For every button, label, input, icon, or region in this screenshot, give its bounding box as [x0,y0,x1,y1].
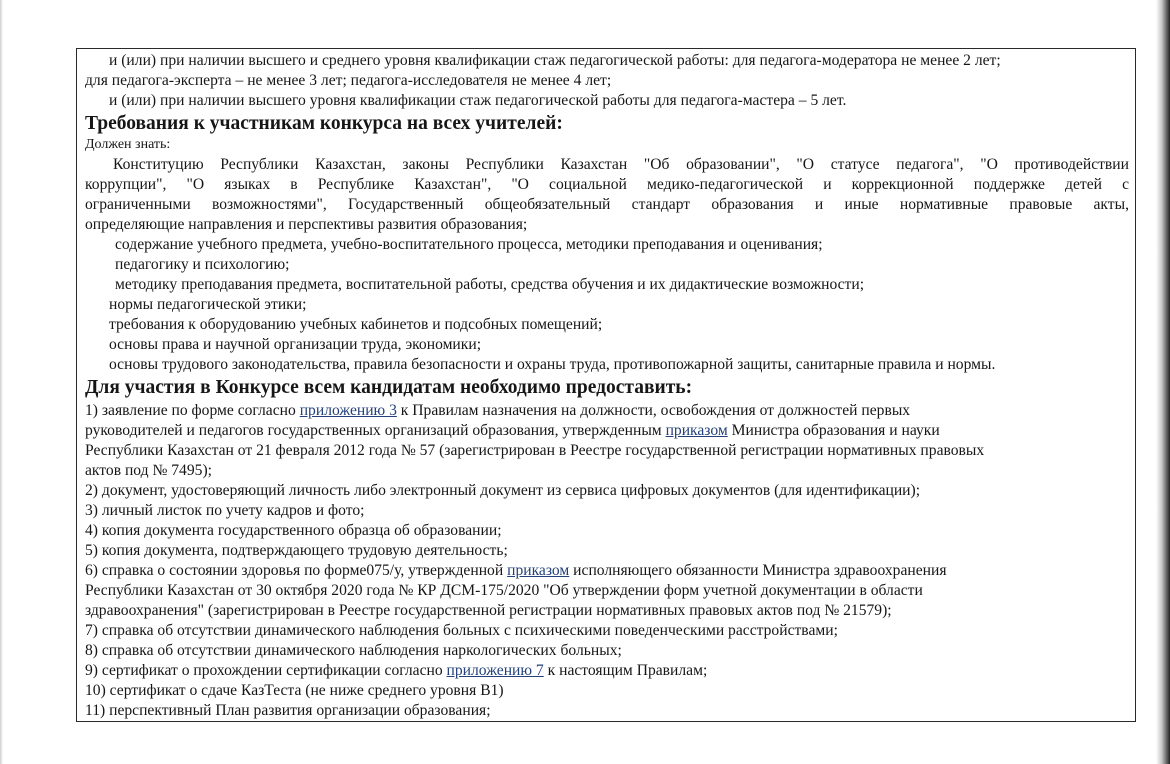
document-item-5: 5) копия документа, подтверждающего трудовую деятельность; [85,542,508,559]
document-item-1 [85,401,910,421]
document-item-6 [85,561,947,581]
knowledge-item: основы трудового законодательства, правила безопасности и охраны труда, противопожарной защиты, санитарные правила и нормы. [109,356,996,373]
document-item-3: 3) личный листок по учету кадров и фото; [85,502,365,519]
qualification-line-3: и (или) при наличии высшего уровня квалификации стаж педагогической работы для педагога-мастера – 5 лет. [109,92,847,109]
document-item-1-text-a: 1) заявление по форме согласно [85,402,300,419]
must-know-label: Должен знать: [85,137,171,152]
document-item-11: 11) перспективный План развития организации образования; [85,702,491,719]
document-item-1-cont [85,421,940,441]
qualification-line-1: и (или) при наличии высшего и среднего уровня квалификации стаж педагогической работы: для педагога-модератора не менее 2 лет; [109,52,1001,69]
document-item-9-text-b: к настоящим Правилам; [543,662,708,679]
document-item-9-text-a: 9) сертификат о прохождении сертификации согласно [85,662,447,679]
qualification-line-2: для педагога-эксперта – не менее 3 лет; педагога-исследователя не менее 4 лет; [85,72,612,89]
health-order-link[interactable]: приказом [507,562,570,579]
constitution-line-4: определяющие направления и перспективы развития образования; [85,216,528,233]
document-item-6-text-d: здравоохранения" (зарегистрирован в Реестре государственной регистрации нормативных правовых актов под № 21579); [85,602,892,619]
document-item-1-text-c: руководителей и педагогов государственных организаций образования, утвержденным [85,422,666,439]
documents-heading: Для участия в Конкурсе всем кандидатам необходимо предоставить: [85,377,693,398]
page-edge-left [0,0,3,764]
constitution-line-3: ограниченными возможностями", Государственный общеобязательный стандарт образования и иные нормативные правовые акты, [85,196,1129,213]
document-item-7: 7) справка об отсутствии динамического наблюдения больных с психическими поведенческими расстройствами; [85,622,838,639]
document-item-1-text-e: Республики Казахстан от 21 февраля 2012 года № 57 (зарегистрирован в Реестре государственной регистрации нормативных правовых [85,442,985,459]
document-item-6-text-b: исполняющего обязанности Министра здравоохранения [569,562,947,579]
knowledge-item: педагогику и психологию; [115,256,290,273]
knowledge-item: содержание учебного предмета, учебно-воспитательного процесса, методики преподавания и оценивания; [115,236,823,253]
document-item-9 [85,661,707,681]
document-item-10: 10) сертификат о сдаче КазТеста (не ниже среднего уровня В1) [85,682,504,699]
document-item-6-text-c: Республики Казахстан от 30 октября 2020 года № КР ДСМ-175/2020 "Об утверждении форм учетной документации в области [85,582,923,599]
document-item-1-text-d: Министра образования и науки [727,422,940,439]
document-item-1-text-b: к Правилам назначения на должности, освобождения от должностей первых [396,402,911,419]
knowledge-item: нормы педагогической этики; [109,296,307,313]
knowledge-item: методику преподавания предмета, воспитательной работы, средства обучения и их дидактические возможности; [115,276,865,293]
document-item-1-text-f: актов под № 7495); [85,462,212,479]
page-edge-right [1156,0,1170,764]
constitution-line-2: коррупции", "О языках в Республике Казахстан", "О социальной медико-педагогической и коррекционной поддержке детей с [85,176,1129,193]
requirements-heading: Требования к участникам конкурса на всех учителей: [85,113,563,134]
knowledge-item: основы права и научной организации труда, экономики; [109,336,482,353]
document-item-6-text-a: 6) справка о состоянии здоровья по форме075/у, утвержденной [85,562,508,579]
document-item-2: 2) документ, удостоверяющий личность либо электронный документ из сервиса цифровых документов (для идентификации); [85,482,921,499]
constitution-line-1: Конституцию Республики Казахстан, законы Республики Казахстан "Об образовании", "О статусе педагога", "О противодействии [113,156,1129,173]
order-link[interactable]: приказом [665,422,728,439]
document-item-4: 4) копия документа государственного образца об образовании; [85,522,502,539]
document-frame [76,48,1136,722]
appendix-7-link[interactable]: приложению 7 [446,662,544,679]
document-item-8: 8) справка об отсутствии динамического наблюдения наркологических больных; [85,642,622,659]
appendix-3-link[interactable]: приложению 3 [299,402,397,419]
knowledge-item: требования к оборудованию учебных кабинетов и подсобных помещений; [109,316,603,333]
